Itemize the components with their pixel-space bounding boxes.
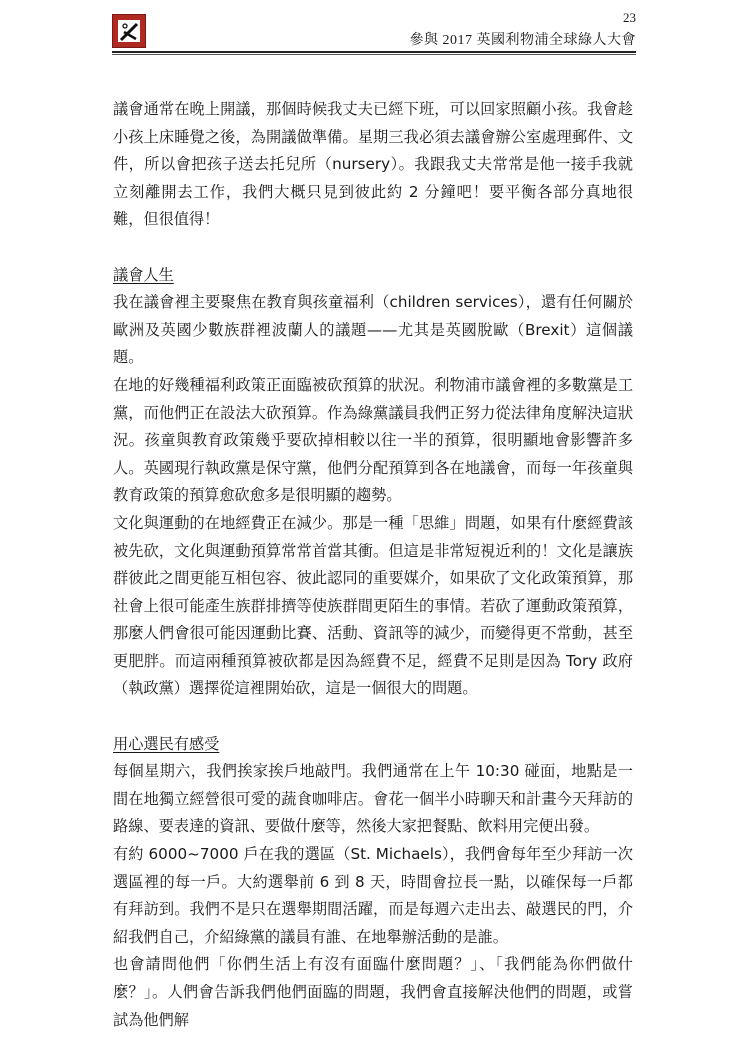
document-body xyxy=(113,96,633,1034)
paragraph: 我在議會裡主要聚焦在教育與孩童福利（children services），還有任何關於歐洲及英國少數族群裡波蘭人的議題——尤其是英國脫歐（Brexit）這個議題。 xyxy=(113,293,633,367)
voters-section xyxy=(113,731,633,1035)
organization-logo-icon xyxy=(112,14,146,48)
header-rule xyxy=(112,51,636,53)
intro-section xyxy=(113,96,633,234)
paragraph: 在地的好幾種福利政策正面臨被砍預算的狀況。利物浦市議會裡的多數黨是工黨，而他們正在設法大砍預算。作為綠黨議員我們正努力從法律角度解決這狀況。孩童與教育政策幾乎要砍掉相較以往一半的預算，很明顯地會影響許多人。英國現行執政黨是保守黨，他們分配預算到各在地議會，而每一年孩童與教育政策的預算愈砍愈多是很明顯的趨勢。 xyxy=(113,375,633,505)
section-heading: 用心選民有感受 xyxy=(113,734,220,753)
paragraph: 每個星期六，我們挨家挨戶地敲門。我們通常在上午 10:30 碰面，地點是一間在地獨立經營很可愛的蔬食咖啡店。會花一個半小時聊天和計畫今天拜訪的路線、要表達的資訊、要做什麼等，然後大家把餐點、飲料用完便出發。 xyxy=(113,762,633,836)
paragraph: 議會通常在晚上開議，那個時候我丈夫已經下班，可以回家照顧小孩。我會趁小孩上床睡覺之後，為開議做準備。星期三我必須去議會辦公室處理郵件、文件，所以會把孩子送去托兒所（nursery）。我跟我丈夫常常是他一接手我就立刻離開去工作，我們大概只見到彼此約 2 分鐘吧！要平衡各部分真地很難，但很值得！ xyxy=(113,100,633,229)
page-number: 23 xyxy=(623,10,636,25)
header-rule-thin xyxy=(112,54,636,55)
running-header-title: 參與 2017 英國利物浦全球綠人大會 xyxy=(409,33,636,48)
council-life-section xyxy=(113,262,633,704)
page-header xyxy=(112,10,636,52)
section-heading: 議會人生 xyxy=(113,265,174,284)
paragraph: 文化與運動的在地經費正在減少。那是一種「思維」問題，如果有什麼經費該被先砍，文化與運動預算常常首當其衝。但這是非常短視近利的！文化是讓族群彼此之間更能互相包容、彼此認同的重要媒介，如果砍了文化政策預算，那社會上很可能產生族群排擠等使族群間更陌生的事情。若砍了運動政策預算，那麼人們會很可能因運動比賽、活動、資訊等的減少，而變得更不常動，甚至更肥胖。而這兩種預算被砍都是因為經費不足，經費不足則是因為 Tory 政府（執政黨）選擇從這裡開始砍，這是一個很大的問題。 xyxy=(113,513,633,698)
paragraph: 也會請問他們「你們生活上有沒有面臨什麼問題？」、「我們能為你們做什麼？」。人們會告訴我們他們面臨的問題，我們會直接解決他們的問題，或嘗試為他們解 xyxy=(113,955,633,1029)
paragraph: 有約 6000~7000 戶在我的選區（St. Michaels），我們會每年至少拜訪一次選區裡的每一戶。大約選舉前 6 到 8 天，時間會拉長一點，以確保每一戶都有拜訪到。我們不是只在選舉期間活躍，而是每週六走出去、敲選民的門，介紹我們自己，介紹綠黨的議員有誰、在地舉辦活動的是誰。 xyxy=(113,845,633,946)
